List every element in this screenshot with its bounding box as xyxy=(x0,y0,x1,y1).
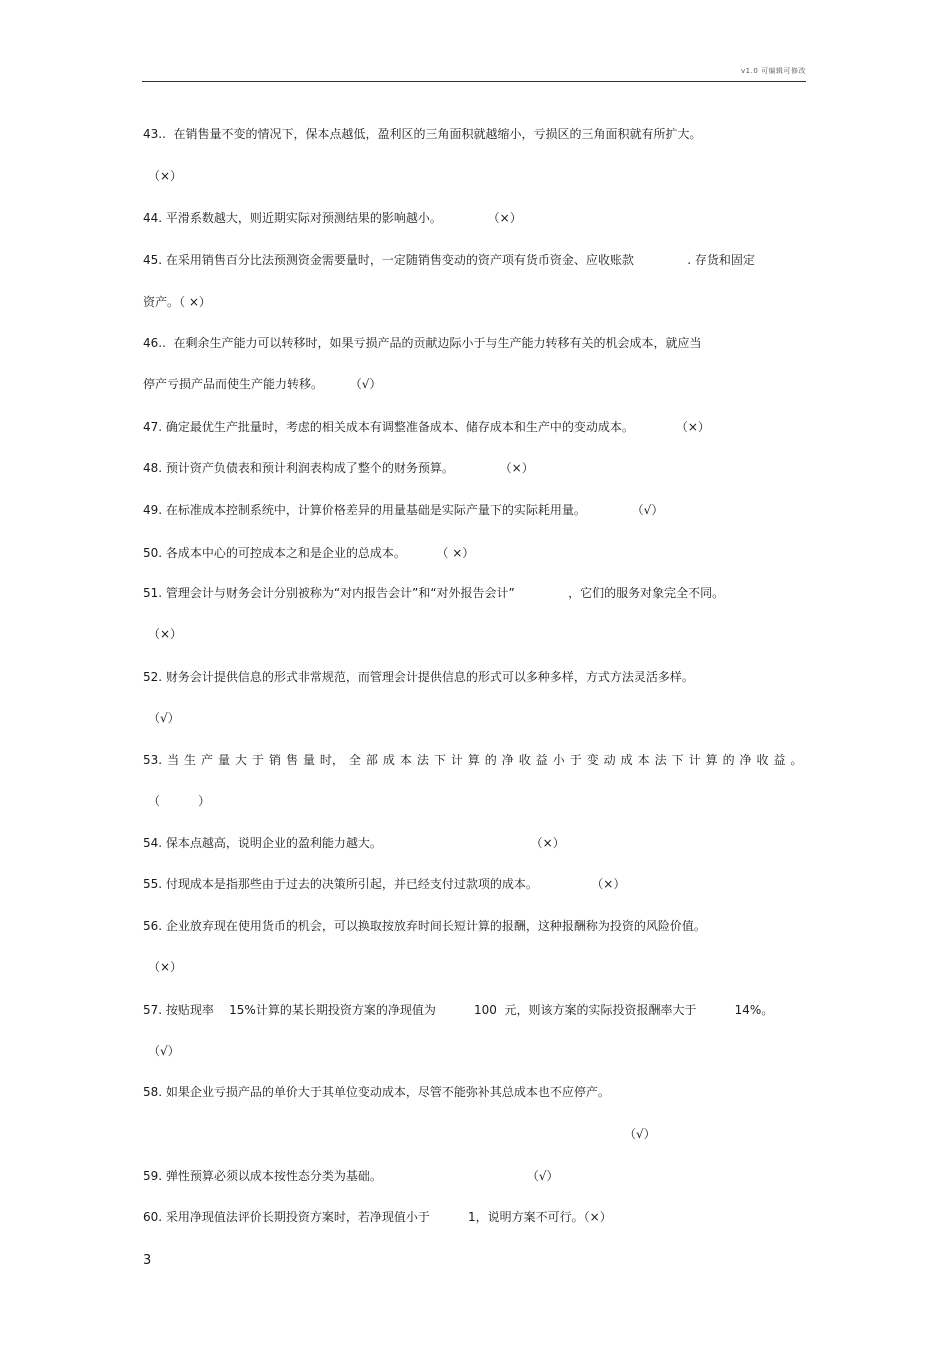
text-line: （×） xyxy=(148,960,183,974)
text-line: 59. 弹性预算必须以成本按性态分类为基础。 （√） xyxy=(143,1169,559,1183)
text-char: 净 xyxy=(501,753,514,767)
text-char: 算 xyxy=(467,753,480,767)
text-char: 法 xyxy=(654,753,667,767)
text-line: （ ） xyxy=(148,794,211,808)
text-char: 产 xyxy=(201,753,214,767)
text-char: 时， xyxy=(319,753,344,767)
text-char: 下 xyxy=(671,753,684,767)
text-line: 50. 各成本中心的可控成本之和是企业的总成本。 （ ×） xyxy=(143,546,475,560)
text-char: 的 xyxy=(484,753,497,767)
text-char: 计 xyxy=(688,753,701,767)
text-char: 益 xyxy=(535,753,548,767)
header-rule xyxy=(142,81,806,82)
text-char: 法 xyxy=(416,753,429,767)
text-char: 生 xyxy=(184,753,197,767)
text-line: 60. 采用净现值法评价长期投资方案时，若净现值小于 1，说明方案不可行。（×） xyxy=(143,1210,612,1224)
text-char: 益 xyxy=(773,753,786,767)
text-line: （√） xyxy=(624,1127,656,1141)
text-line: （√） xyxy=(148,711,180,725)
text-char: 售 xyxy=(285,753,298,767)
text-line: 46.. 在剩余生产能力可以转移时，如果亏损产品的贡献边际小于与生产能力转移有关的机会成本，就应当 xyxy=(143,336,702,350)
text-line: 51. 管理会计与财务会计分别被称为“对内报告会计”和“对外报告会计” ，它们的服务对象完全不同。 xyxy=(143,586,725,600)
text-char: 本 xyxy=(637,753,650,767)
text-char: 净 xyxy=(739,753,752,767)
text-char: 销 xyxy=(268,753,281,767)
text-line: 45. 在采用销售百分比法预测资金需要量时，一定随销售变动的资产项有货币资金、应收账款 . 存货和固定 xyxy=(143,253,755,267)
text-char: 变 xyxy=(586,753,599,767)
page-number: 3 xyxy=(143,1253,152,1268)
text-line: 58. 如果企业亏损产品的单价大于其单位变动成本，尽管不能弥补其总成本也不应停产。 xyxy=(143,1085,610,1099)
text-char: 53. xyxy=(143,753,163,767)
text-char: 的 xyxy=(722,753,735,767)
text-line: （×） xyxy=(148,169,183,183)
text-char: 于 xyxy=(569,753,582,767)
text-line: 55. 付现成本是指那些由于过去的决策所引起，并已经支付过款项的成本。 （×） xyxy=(143,877,626,891)
text-char: 大 xyxy=(235,753,248,767)
text-char: 算 xyxy=(705,753,718,767)
text-line: 资产。（ ×） xyxy=(143,295,211,309)
page-header xyxy=(142,66,806,82)
text-char: 全 xyxy=(348,753,361,767)
text-char: 收 xyxy=(756,753,769,767)
text-line: 47. 确定最优生产批量时，考虑的相关成本有调整准备成本、储存成本和生产中的变动成本。 （×） xyxy=(143,420,710,434)
text-char: 量 xyxy=(302,753,315,767)
text-line: 43.. 在销售量不变的情况下，保本点越低，盈利区的三角面积就越缩小，亏损区的三角面积就有所扩大。 xyxy=(143,127,702,141)
text-line: 48. 预计资产负债表和预计利润表构成了整个的财务预算。 （×） xyxy=(143,461,534,475)
header-version-text: v1.0 可编辑可修改 xyxy=(741,67,806,75)
text-line: 56. 企业放弃现在使用货币的机会，可以换取按放弃时间长短计算的报酬，这种报酬称为投资的风险价值。 xyxy=(143,919,706,933)
text-line: 52. 财务会计提供信息的形式非常规范，而管理会计提供信息的形式可以多种多样，方式方法灵活多样。 xyxy=(143,670,694,684)
text-line: 停产亏损产品而使生产能力转移。 （√） xyxy=(143,377,382,391)
text-char: 当 xyxy=(167,753,180,767)
text-line: 54. 保本点越高，说明企业的盈利能力越大。 （×） xyxy=(143,836,565,850)
text-char: 下 xyxy=(433,753,446,767)
text-line: 57. 按贴现率 15%计算的某长期投资方案的净现值为 100 元，则该方案的实际投资报酬率大于 14%。 xyxy=(143,1003,774,1017)
text-line: 44. 平滑系数越大，则近期实际对预测结果的影响越小。 （×） xyxy=(143,211,522,225)
text-char: 成 xyxy=(382,753,395,767)
text-char: 动 xyxy=(603,753,616,767)
text-char: 部 xyxy=(365,753,378,767)
text-char: 成 xyxy=(620,753,633,767)
justified-text-line xyxy=(143,753,803,767)
text-char: 计 xyxy=(450,753,463,767)
text-line: （×） xyxy=(148,627,183,641)
text-char: 小 xyxy=(552,753,565,767)
text-char: 量 xyxy=(218,753,231,767)
text-line: 49. 在标准成本控制系统中，计算价格差异的用量基础是实际产量下的实际耗用量。 （√） xyxy=(143,503,664,517)
text-line: （√） xyxy=(148,1044,180,1058)
text-char: 本 xyxy=(399,753,412,767)
text-char: 于 xyxy=(251,753,264,767)
text-char: 收 xyxy=(518,753,531,767)
text-char: 。 xyxy=(790,753,803,767)
